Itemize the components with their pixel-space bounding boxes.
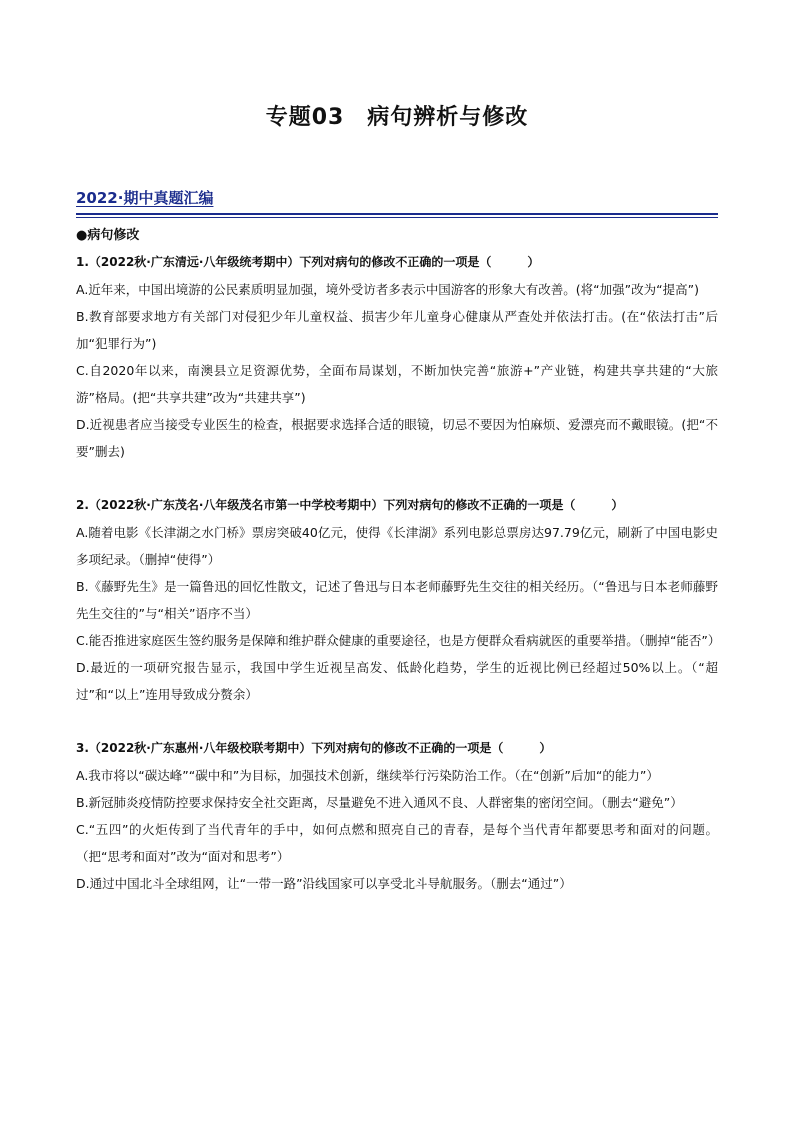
section-rule: [76, 213, 718, 215]
option-c: C.自2020年以来，南澳县立足资源优势，全面布局谋划，不断加快完善“旅游+”产业链，构建共享共建的“大旅游”格局。(把“共享共建”改为“共建共享”): [76, 363, 718, 405]
option-b: B.教育部要求地方有关部门对侵犯少年儿童权益、损害少年儿童身心健康从严查处并依法打击。(在“依法打击”后加“犯罪行为”): [76, 309, 718, 351]
option-a: A.我市将以“碳达峰”“碳中和”为目标，加强技术创新，继续举行污染防治工作。（在“创新”后加“的能力”）: [76, 768, 659, 783]
spacer: [76, 708, 718, 735]
section-title: 2022·期中真题汇编: [76, 189, 214, 207]
question-stem: 2.（2022秋·广东茂名·八年级茂名市第一中学校考期中）下列对病句的修改不正确的一项是（ ）: [76, 498, 624, 512]
option-b: B.新冠肺炎疫情防控要求保持安全社交距离，尽量避免不进入通风不良、人群密集的密闭空间。（删去“避免”）: [76, 795, 683, 810]
section-header: [76, 187, 718, 218]
subheading: ●病句修改: [76, 228, 140, 243]
question-stem: 3.（2022秋·广东惠州·八年级校联考期中）下列对病句的修改不正确的一项是（ ）: [76, 741, 552, 755]
question-3: [76, 735, 718, 897]
content: [76, 222, 721, 897]
question-1: [76, 249, 718, 465]
option-c: C.能否推进家庭医生签约服务是保障和维护群众健康的重要途径，也是方便群众看病就医的重要举措。（删掉“能否”）: [76, 633, 721, 648]
option-d: D.近视患者应当接受专业医生的检查，根据要求选择合适的眼镜，切忌不要因为怕麻烦、爱漂亮而不戴眼镜。(把“不要”删去): [76, 417, 718, 459]
question-stem: 1.（2022秋·广东清远·八年级统考期中）下列对病句的修改不正确的一项是（ ）: [76, 255, 540, 269]
question-2: [76, 492, 721, 708]
option-a: A.近年来，中国出境游的公民素质明显加强，境外受访者多表示中国游客的形象大有改善。(将“加强”改为“提高”): [76, 282, 699, 297]
option-b: B.《藤野先生》是一篇鲁迅的回忆性散文，记述了鲁迅与日本老师藤野先生交往的相关经历。（“鲁迅与日本老师藤野先生交往的”与“相关”语序不当）: [76, 579, 718, 621]
section-rule-thin: [76, 217, 718, 218]
spacer: [76, 465, 718, 492]
option-a: A.随着电影《长津湖之水门桥》票房突破40亿元，使得《长津湖》系列电影总票房达97.79亿元，刷新了中国电影史多项纪录。（删掉“使得”）: [76, 525, 718, 567]
option-d: D.最近的一项研究报告显示，我国中学生近视呈高发、低龄化趋势，学生的近视比例已经超过50%以上。（“超过”和“以上”连用导致成分赘余）: [76, 660, 718, 702]
page-title: 专题03 病句辨析与修改: [265, 105, 529, 130]
option-d: D.通过中国北斗全球组网，让“一带一路”沿线国家可以享受北斗导航服务。（删去“通过”）: [76, 876, 572, 891]
option-c: C.“五四”的火炬传到了当代青年的手中，如何点燃和照亮自己的青春，是每个当代青年都要思考和面对的问题。（把“思考和面对”改为“面对和思考”）: [76, 822, 718, 864]
